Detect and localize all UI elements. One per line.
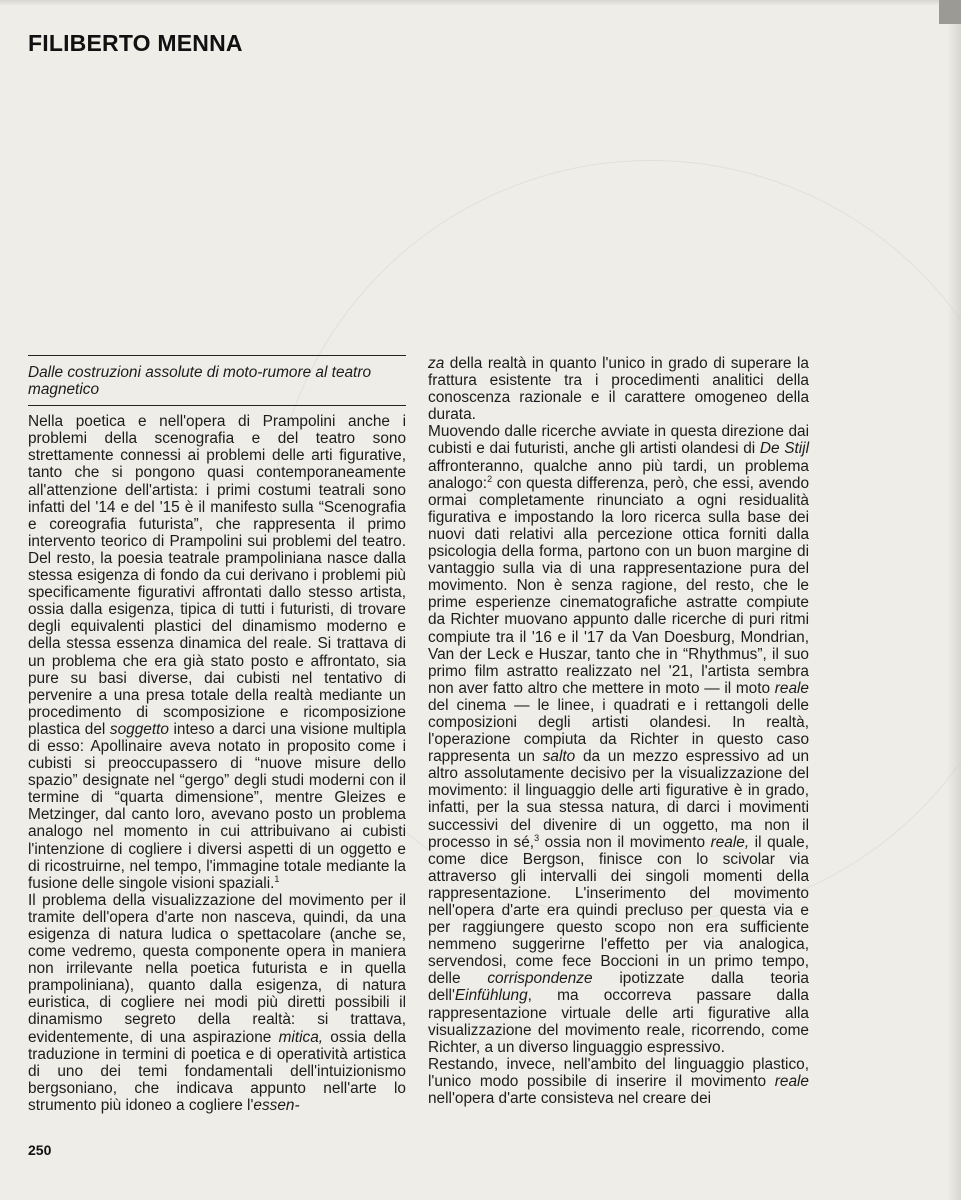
left-column	[28, 355, 406, 1114]
page-number: 250	[28, 1142, 52, 1158]
paragraph: Muovendo dalle ricerche avviate in questa direzione dai cubisti e dai futuristi, anche gli artisti olandesi di De Stijl affronteranno, qualche anno più tardi, un problema analogo:$^2$ con questa differenza, però, che essi, avendo ormai completamente rinunciato a ogni residualità figurativa e impostando la loro ricerca sulla base dei nuovi dati relativi alla percezione ottica forniti dalla psicologia della forma, partono con un buon margine di vantaggio sulla via di una rappresentazione pura del movimento. Non è senza ragione, del resto, che le prime esperienze cinematografiche astratte compiute da Richter muovano appunto dalle ricerche di puri ritmi compiute tra il '16 e il '17 da Van Doesburg, Mondrian, Van der Leck e Huszar, tanto che in “Rhythmus”, il suo primo film astratto realizzato nel '21, l'artista sembra non aver fatto altro che mettere in moto — il moto reale del cinema — le linee, i quadrati e i rettangoli delle composizioni degli artisti olandesi. In realtà, l'operazione compiuta da Richter in questo caso rappresenta un salto da un mezzo espressivo ad un altro assolutamente decisivo per la visualizzazione del movimento: il linguaggio delle arti figurative è in grado, infatti, per la sua stessa natura, di darci i movimenti successivi del divenire di un oggetto, ma non il processo in sé,$^3$ ossia non il movimento reale, il quale, come dice Bergson, finisce con lo scivolar via attraverso gli intervalli dei singoli momenti della rappresentazione. L'inserimento del movimento nell'opera d'arte era quindi precluso per questa via e per raggiungere questo scopo non era sufficiente nemmeno suggerirne l'effetto per via analogica, servendosi, come fece Boccioni in un primo tempo, delle corrispondenze ipotizzate dalla teoria dell'Einfühlung, ma occorreva passare dalla rappresentazione virtuale delle arti figurative alla visualizzazione del movimento reale, ricorrendo, come Richter, a un diverso linguaggio espressivo.	[428, 423, 810, 1056]
footnote-ref: 3	[534, 832, 540, 843]
paragraph: za della realtà in quanto l'unico in grado di superare la frattura esistente tra i procedimenti analitici della conoscenza razionale e il carattere omogeneo della durata.	[428, 355, 809, 424]
footnote-ref: 1	[274, 873, 280, 884]
scan-edge-right	[947, 0, 961, 1200]
paragraph: Nella poetica e nell'opera di Prampolini anche i problemi della scenografia e del teatro sono strettamente connessi ai problemi delle arti figurative, tanto che si pongono quasi contemporaneamente all'attenzione dell'artista: i primi costumi teatrali sono infatti del '14 e del '15 è il manifesto sulla “Scenografia e coreografia futurista”, che rappresenta il primo intervento teorico di Prampolini sui problemi del teatro. Del resto, la poesia teatrale prampoliniana nasce dalla stessa esigenza di fondo da cui derivano i problemi più specificamente figurativi affrontati dallo stesso artista, ossia dalla esigenza, tipica di tutti i futuristi, di trovare degli equivalenti plastici del dinamismo moderno e della stessa essenza dinamica del reale. Si trattava di un problema che era già stato posto e affrontato, sia pure su basi diverse, dai cubisti nel tentativo di pervenire a una presa totale della realtà mediante un procedimento di scomposizione e ricomposizione plastica del soggetto inteso a darci una visione multipla di esso: Apollinaire aveva notato in proposito come i cubisti si preoccupassero di “nuove misure dello spazio” designate nel “gergo” degli studi moderni con il termine di “quarta dimensione”, mentre Gleizes e Metzinger, dal canto loro, avevano posto un problema analogo nel momento in cui attribuivano ai cubisti l'intenzione di cogliere i diversi aspetti di un oggetto e di ricostruirne, nel tempo, l'immagine totale mediante la fusione delle singole visioni spaziali.$^1$	[28, 413, 407, 892]
footnote-ref: 2	[487, 473, 493, 484]
author-heading: FILIBERTO MENNA	[28, 30, 243, 56]
section-title: Dalle costruzioni assolute di moto-rumore al teatro magnetico	[28, 364, 406, 406]
paragraph: Il problema della visualizzazione del movimento per il tramite dell'opera d'arte non nasceva, quindi, da una esigenza di natura ludica o spettacolare (anche se, come vedremo, questa componente opera in maniera non irrilevante nella poetica futurista e in quella prampoliniana), quanto dalla esigenza, di natura euristica, di cogliere nei modi più diretti possibili il dinamismo segreto della realtà: si trattava, evidentemente, di una aspirazione mitica, ossia della traduzione in termini di poetica e di operatività artistica di uno dei temi fondamentali dell'intuizionismo bergsoniano, che indicava appunto nell'arte lo strumento più idoneo a cogliere l'essen-	[28, 891, 406, 1114]
paragraph: Restando, invece, nell'ambito del linguaggio plastico, l'unico modo possibile di inserire il movimento reale nell'opera d'arte consisteva nel creare dei	[428, 1055, 809, 1108]
scan-corner	[939, 0, 961, 24]
section-rule-top	[28, 355, 406, 356]
right-column	[428, 355, 809, 1107]
scan-edge-top	[0, 0, 961, 6]
